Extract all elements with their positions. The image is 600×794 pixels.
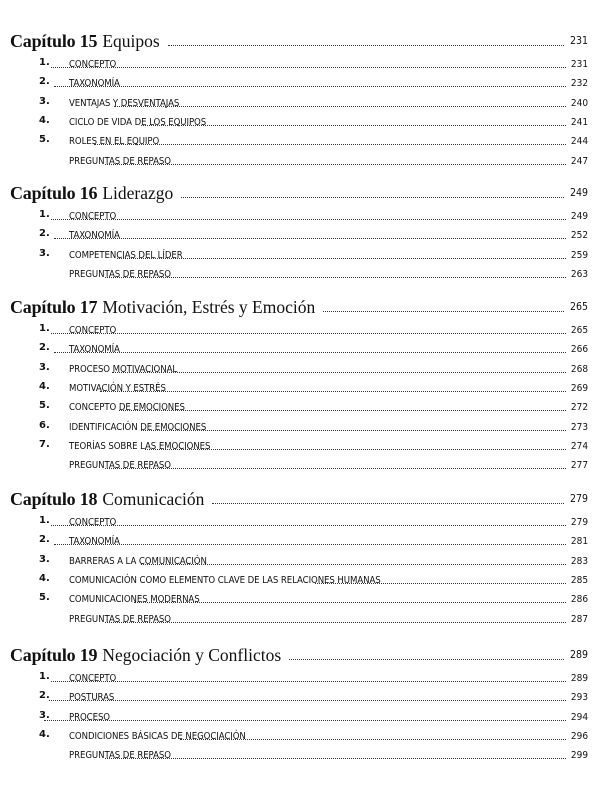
entry-page-number: 299 bbox=[570, 750, 588, 762]
chapter-number: Capítulo 18 bbox=[10, 489, 98, 509]
entry-label: MOTIVACIÓN Y ESTRÉS bbox=[69, 382, 166, 394]
chapter-number: Capítulo 16 bbox=[10, 183, 98, 203]
dot-leader bbox=[100, 391, 566, 392]
chapter-title: Liderazgo bbox=[102, 183, 174, 203]
entry-label: CONDICIONES BÁSICAS DE NEGOCIACIÓN bbox=[69, 730, 246, 742]
entry-page-number: 286 bbox=[570, 594, 588, 606]
entry-number: 5. bbox=[39, 400, 50, 412]
entry-label: COMUNICACIONES MODERNAS bbox=[69, 594, 200, 606]
entry-number: 3. bbox=[39, 709, 50, 721]
toc-entry[interactable] bbox=[0, 225, 588, 243]
entry-number: 4. bbox=[39, 114, 50, 126]
entry-page-number: 249 bbox=[570, 211, 588, 222]
chapter-heading[interactable] bbox=[10, 294, 588, 318]
entry-page-number: 231 bbox=[570, 59, 588, 70]
entry-page-number: 285 bbox=[570, 574, 588, 586]
chapter-heading[interactable] bbox=[10, 486, 588, 510]
entry-number: 4. bbox=[39, 380, 50, 392]
entry-number: 5. bbox=[39, 134, 50, 146]
entry-number: 1. bbox=[39, 671, 50, 682]
entry-label: PREGUNTAS DE REPASO bbox=[69, 460, 171, 472]
chapter-number: Capítulo 19 bbox=[10, 645, 98, 665]
entry-number: 3. bbox=[39, 95, 50, 107]
entry-page-number: 232 bbox=[570, 78, 588, 90]
toc-entry[interactable] bbox=[0, 73, 588, 91]
entry-page-number: 259 bbox=[570, 249, 588, 261]
chapter-title: Equipos bbox=[102, 31, 160, 51]
dot-leader bbox=[51, 67, 566, 68]
entry-page-number: 247 bbox=[570, 155, 588, 167]
toc-entry[interactable] bbox=[0, 570, 588, 588]
entry-label: ROLES EN EL EQUIPO bbox=[69, 136, 160, 148]
entry-number: 3. bbox=[39, 553, 50, 565]
dot-leader bbox=[112, 372, 566, 373]
toc-entry[interactable] bbox=[0, 339, 588, 357]
entry-number: 3. bbox=[39, 361, 50, 373]
entry-page-number: 281 bbox=[570, 536, 588, 548]
entry-page-number: 240 bbox=[570, 97, 588, 109]
entry-label: TEORÍAS SOBRE LAS EMOCIONES bbox=[69, 440, 211, 452]
entry-number: 2. bbox=[39, 76, 50, 88]
entry-number: 3. bbox=[39, 247, 50, 259]
entry-label: TAXONOMÍA bbox=[69, 344, 120, 356]
toc-entry[interactable] bbox=[0, 512, 588, 530]
entry-label: PREGUNTAS DE REPASO bbox=[69, 613, 171, 625]
toc-entry[interactable] bbox=[0, 245, 588, 263]
entry-label: POSTURAS bbox=[69, 692, 115, 704]
toc-entry[interactable] bbox=[0, 397, 588, 415]
entry-label: VENTAJAS Y DESVENTAJAS bbox=[69, 97, 180, 109]
dot-leader bbox=[94, 144, 566, 145]
toc-entry[interactable] bbox=[0, 320, 588, 338]
entry-label: TAXONOMÍA bbox=[69, 536, 120, 548]
toc-entry[interactable] bbox=[0, 609, 588, 627]
chapter-number: Capítulo 15 bbox=[10, 31, 98, 51]
entry-label: CONCEPTO DE EMOCIONES bbox=[69, 402, 185, 414]
chapter-heading[interactable] bbox=[10, 180, 588, 204]
toc-entry[interactable] bbox=[0, 93, 588, 111]
entry-label: PREGUNTAS DE REPASO bbox=[69, 750, 171, 762]
toc-entry[interactable] bbox=[0, 707, 588, 725]
entry-label: COMPETENCIAS DEL LÍDER bbox=[69, 249, 183, 261]
entry-page-number: 272 bbox=[570, 402, 588, 414]
chapter-page-number: 289 bbox=[569, 649, 588, 661]
chapter-number: Capítulo 17 bbox=[10, 297, 98, 317]
toc-entry[interactable] bbox=[0, 436, 588, 454]
dot-leader bbox=[54, 238, 566, 239]
entry-number: 2. bbox=[39, 342, 50, 354]
chapter-page-number: 249 bbox=[569, 187, 588, 199]
dot-leader bbox=[105, 277, 566, 278]
entry-label: CONCEPTO bbox=[69, 59, 117, 70]
toc-entry[interactable] bbox=[0, 589, 588, 607]
entry-page-number: 268 bbox=[570, 363, 588, 375]
toc-entry[interactable] bbox=[0, 264, 588, 282]
dot-leader bbox=[168, 45, 564, 46]
entry-label: IDENTIFICACIÓN DE EMOCIONES bbox=[69, 421, 207, 433]
entry-label: BARRERAS A LA COMUNICACIÓN bbox=[69, 555, 207, 567]
toc-entry[interactable] bbox=[0, 687, 588, 705]
entry-number: 2. bbox=[39, 228, 50, 240]
entry-label: PREGUNTAS DE REPASO bbox=[69, 268, 171, 280]
entry-number: 2. bbox=[39, 534, 50, 546]
entry-page-number: 283 bbox=[570, 555, 588, 567]
chapter-page-number: 231 bbox=[569, 35, 588, 47]
entry-label: TAXONOMÍA bbox=[69, 230, 120, 242]
chapter-title: Comunicación bbox=[102, 489, 205, 509]
entry-number: 1. bbox=[39, 515, 50, 526]
entry-label: CONCEPTO bbox=[69, 325, 117, 336]
chapter-page-number: 279 bbox=[569, 493, 588, 505]
toc-entry[interactable] bbox=[0, 455, 588, 473]
dot-leader bbox=[323, 311, 564, 312]
toc-entry[interactable] bbox=[0, 112, 588, 130]
chapter-title: Negociación y Conflictos bbox=[102, 645, 282, 665]
toc-entry[interactable] bbox=[0, 531, 588, 549]
entry-label: PREGUNTAS DE REPASO bbox=[69, 155, 171, 167]
dot-leader bbox=[49, 700, 566, 701]
dot-leader bbox=[105, 468, 566, 469]
entry-page-number: 266 bbox=[570, 344, 588, 356]
chapter-heading[interactable] bbox=[10, 28, 588, 52]
entry-page-number: 277 bbox=[570, 460, 588, 472]
entry-label: CONCEPTO bbox=[69, 517, 117, 528]
entry-page-number: 273 bbox=[570, 421, 588, 433]
entry-page-number: 287 bbox=[570, 613, 588, 625]
toc-entry[interactable] bbox=[0, 378, 588, 396]
toc-entry[interactable] bbox=[0, 668, 588, 686]
entry-label: PROCESO MOTIVACIONAL bbox=[69, 363, 178, 375]
dot-leader bbox=[105, 758, 566, 759]
dot-leader bbox=[114, 106, 566, 107]
dot-leader bbox=[119, 410, 566, 411]
dot-leader bbox=[51, 525, 566, 526]
toc-entry[interactable] bbox=[0, 745, 588, 763]
entry-page-number: 265 bbox=[570, 325, 588, 336]
toc-entry[interactable] bbox=[0, 551, 588, 569]
dot-leader bbox=[212, 503, 564, 504]
dot-leader bbox=[51, 681, 566, 682]
entry-number: 1. bbox=[39, 209, 50, 220]
entry-number: 5. bbox=[39, 592, 50, 604]
entry-label: CONCEPTO bbox=[69, 211, 117, 222]
toc-entry[interactable] bbox=[0, 206, 588, 224]
toc-entry[interactable] bbox=[0, 54, 588, 72]
dot-leader bbox=[51, 333, 566, 334]
entry-page-number: 296 bbox=[570, 730, 588, 742]
entry-page-number: 244 bbox=[570, 136, 588, 148]
entry-page-number: 269 bbox=[570, 382, 588, 394]
entry-number: 6. bbox=[39, 419, 50, 431]
entry-label: PROCESO bbox=[69, 711, 110, 723]
entry-page-number: 252 bbox=[570, 230, 588, 242]
entry-label: COMUNICACIÓN COMO ELEMENTO CLAVE DE LAS RELACIONES HUMANAS bbox=[69, 574, 381, 586]
entry-number: 1. bbox=[39, 57, 50, 68]
chapter-heading[interactable] bbox=[10, 642, 588, 666]
entry-page-number: 294 bbox=[570, 711, 588, 723]
dot-leader bbox=[105, 622, 566, 623]
entry-page-number: 293 bbox=[570, 692, 588, 704]
dot-leader bbox=[289, 659, 564, 660]
toc-entry[interactable] bbox=[0, 151, 588, 169]
entry-number: 4. bbox=[39, 728, 50, 740]
dot-leader bbox=[117, 258, 566, 259]
entry-label: CICLO DE VIDA DE LOS EQUIPOS bbox=[69, 116, 207, 128]
entry-page-number: 263 bbox=[570, 268, 588, 280]
chapter-page-number: 265 bbox=[569, 301, 588, 313]
entry-number: 7. bbox=[39, 438, 50, 450]
dot-leader bbox=[54, 544, 566, 545]
toc-entry[interactable] bbox=[0, 726, 588, 744]
dot-leader bbox=[54, 86, 566, 87]
toc-entry[interactable] bbox=[0, 417, 588, 435]
entry-page-number: 274 bbox=[570, 440, 588, 452]
entry-page-number: 279 bbox=[570, 517, 588, 528]
entry-number: 4. bbox=[39, 572, 50, 584]
chapter-title: Motivación, Estrés y Emoción bbox=[102, 297, 316, 317]
dot-leader bbox=[51, 219, 566, 220]
dot-leader bbox=[54, 352, 566, 353]
entry-label: TAXONOMÍA bbox=[69, 78, 120, 90]
toc-entry[interactable] bbox=[0, 359, 588, 377]
dot-leader bbox=[105, 164, 566, 165]
entry-number: 2. bbox=[39, 690, 50, 702]
entry-page-number: 241 bbox=[570, 116, 588, 128]
toc-entry[interactable] bbox=[0, 131, 588, 149]
entry-label: CONCEPTO bbox=[69, 673, 117, 684]
dot-leader bbox=[44, 720, 566, 721]
entry-page-number: 289 bbox=[570, 673, 588, 684]
dot-leader bbox=[181, 197, 564, 198]
entry-number: 1. bbox=[39, 323, 50, 334]
